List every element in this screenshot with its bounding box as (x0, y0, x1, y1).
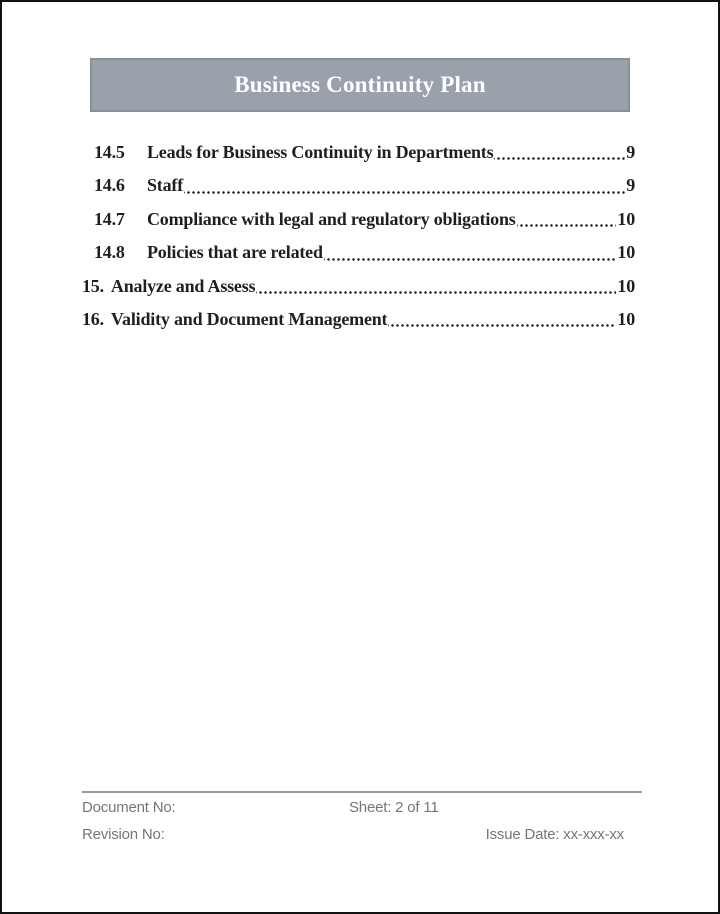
toc-leader-dots (388, 303, 616, 336)
toc-entry[interactable] (82, 203, 635, 236)
toc-entry-number: 14.5 (94, 142, 125, 162)
toc-leader-dots (324, 236, 617, 269)
toc-leader-dots (494, 136, 625, 169)
table-of-contents (82, 136, 635, 336)
title-banner (90, 58, 630, 112)
toc-entry-number: 16. (82, 308, 104, 329)
footer-document-no: Document No: (82, 799, 176, 816)
toc-leader-dots (184, 169, 625, 202)
footer-revision-no: Revision No: (82, 826, 165, 843)
toc-entry-label: Staff (147, 175, 183, 196)
toc-entry[interactable] (82, 136, 635, 169)
toc-entry-label: Compliance with legal and regulatory obligations (147, 208, 516, 229)
toc-entry[interactable] (82, 270, 635, 303)
toc-entry-label: Validity and Document Management (110, 308, 388, 329)
footer-sheet-number: Sheet: 2 of 11 (349, 799, 439, 816)
document-title: Business Continuity Plan (234, 72, 486, 97)
toc-entry[interactable] (82, 236, 635, 269)
toc-entry-page-number: 9 (626, 175, 635, 196)
toc-entry-page-number: 10 (617, 308, 635, 329)
page-footer (82, 791, 642, 847)
toc-entry-page-number: 10 (617, 208, 635, 229)
toc-leader-dots (256, 270, 616, 303)
footer-issue-date: Issue Date: xx-xxx-xx (485, 826, 624, 843)
toc-entry-number: 14.7 (94, 208, 125, 229)
toc-entry-number: 14.8 (94, 242, 125, 263)
toc-entry-label: Analyze and Assess (110, 275, 256, 296)
toc-entry-number: 14.6 (94, 175, 125, 196)
toc-entry-page-number: 10 (617, 275, 635, 296)
toc-entry-label: Leads for Business Continuity in Departments (147, 142, 494, 162)
footer-row-2 (82, 822, 642, 847)
toc-entry[interactable] (82, 303, 635, 336)
toc-entry[interactable] (82, 169, 635, 202)
toc-entry-number: 15. (82, 275, 104, 296)
toc-entry-page-number: 9 (626, 142, 635, 162)
footer-row-1 (82, 795, 642, 820)
toc-leader-dots (517, 203, 617, 236)
toc-entry-page-number: 10 (617, 242, 635, 263)
toc-entry-label: Policies that are related (147, 242, 323, 263)
